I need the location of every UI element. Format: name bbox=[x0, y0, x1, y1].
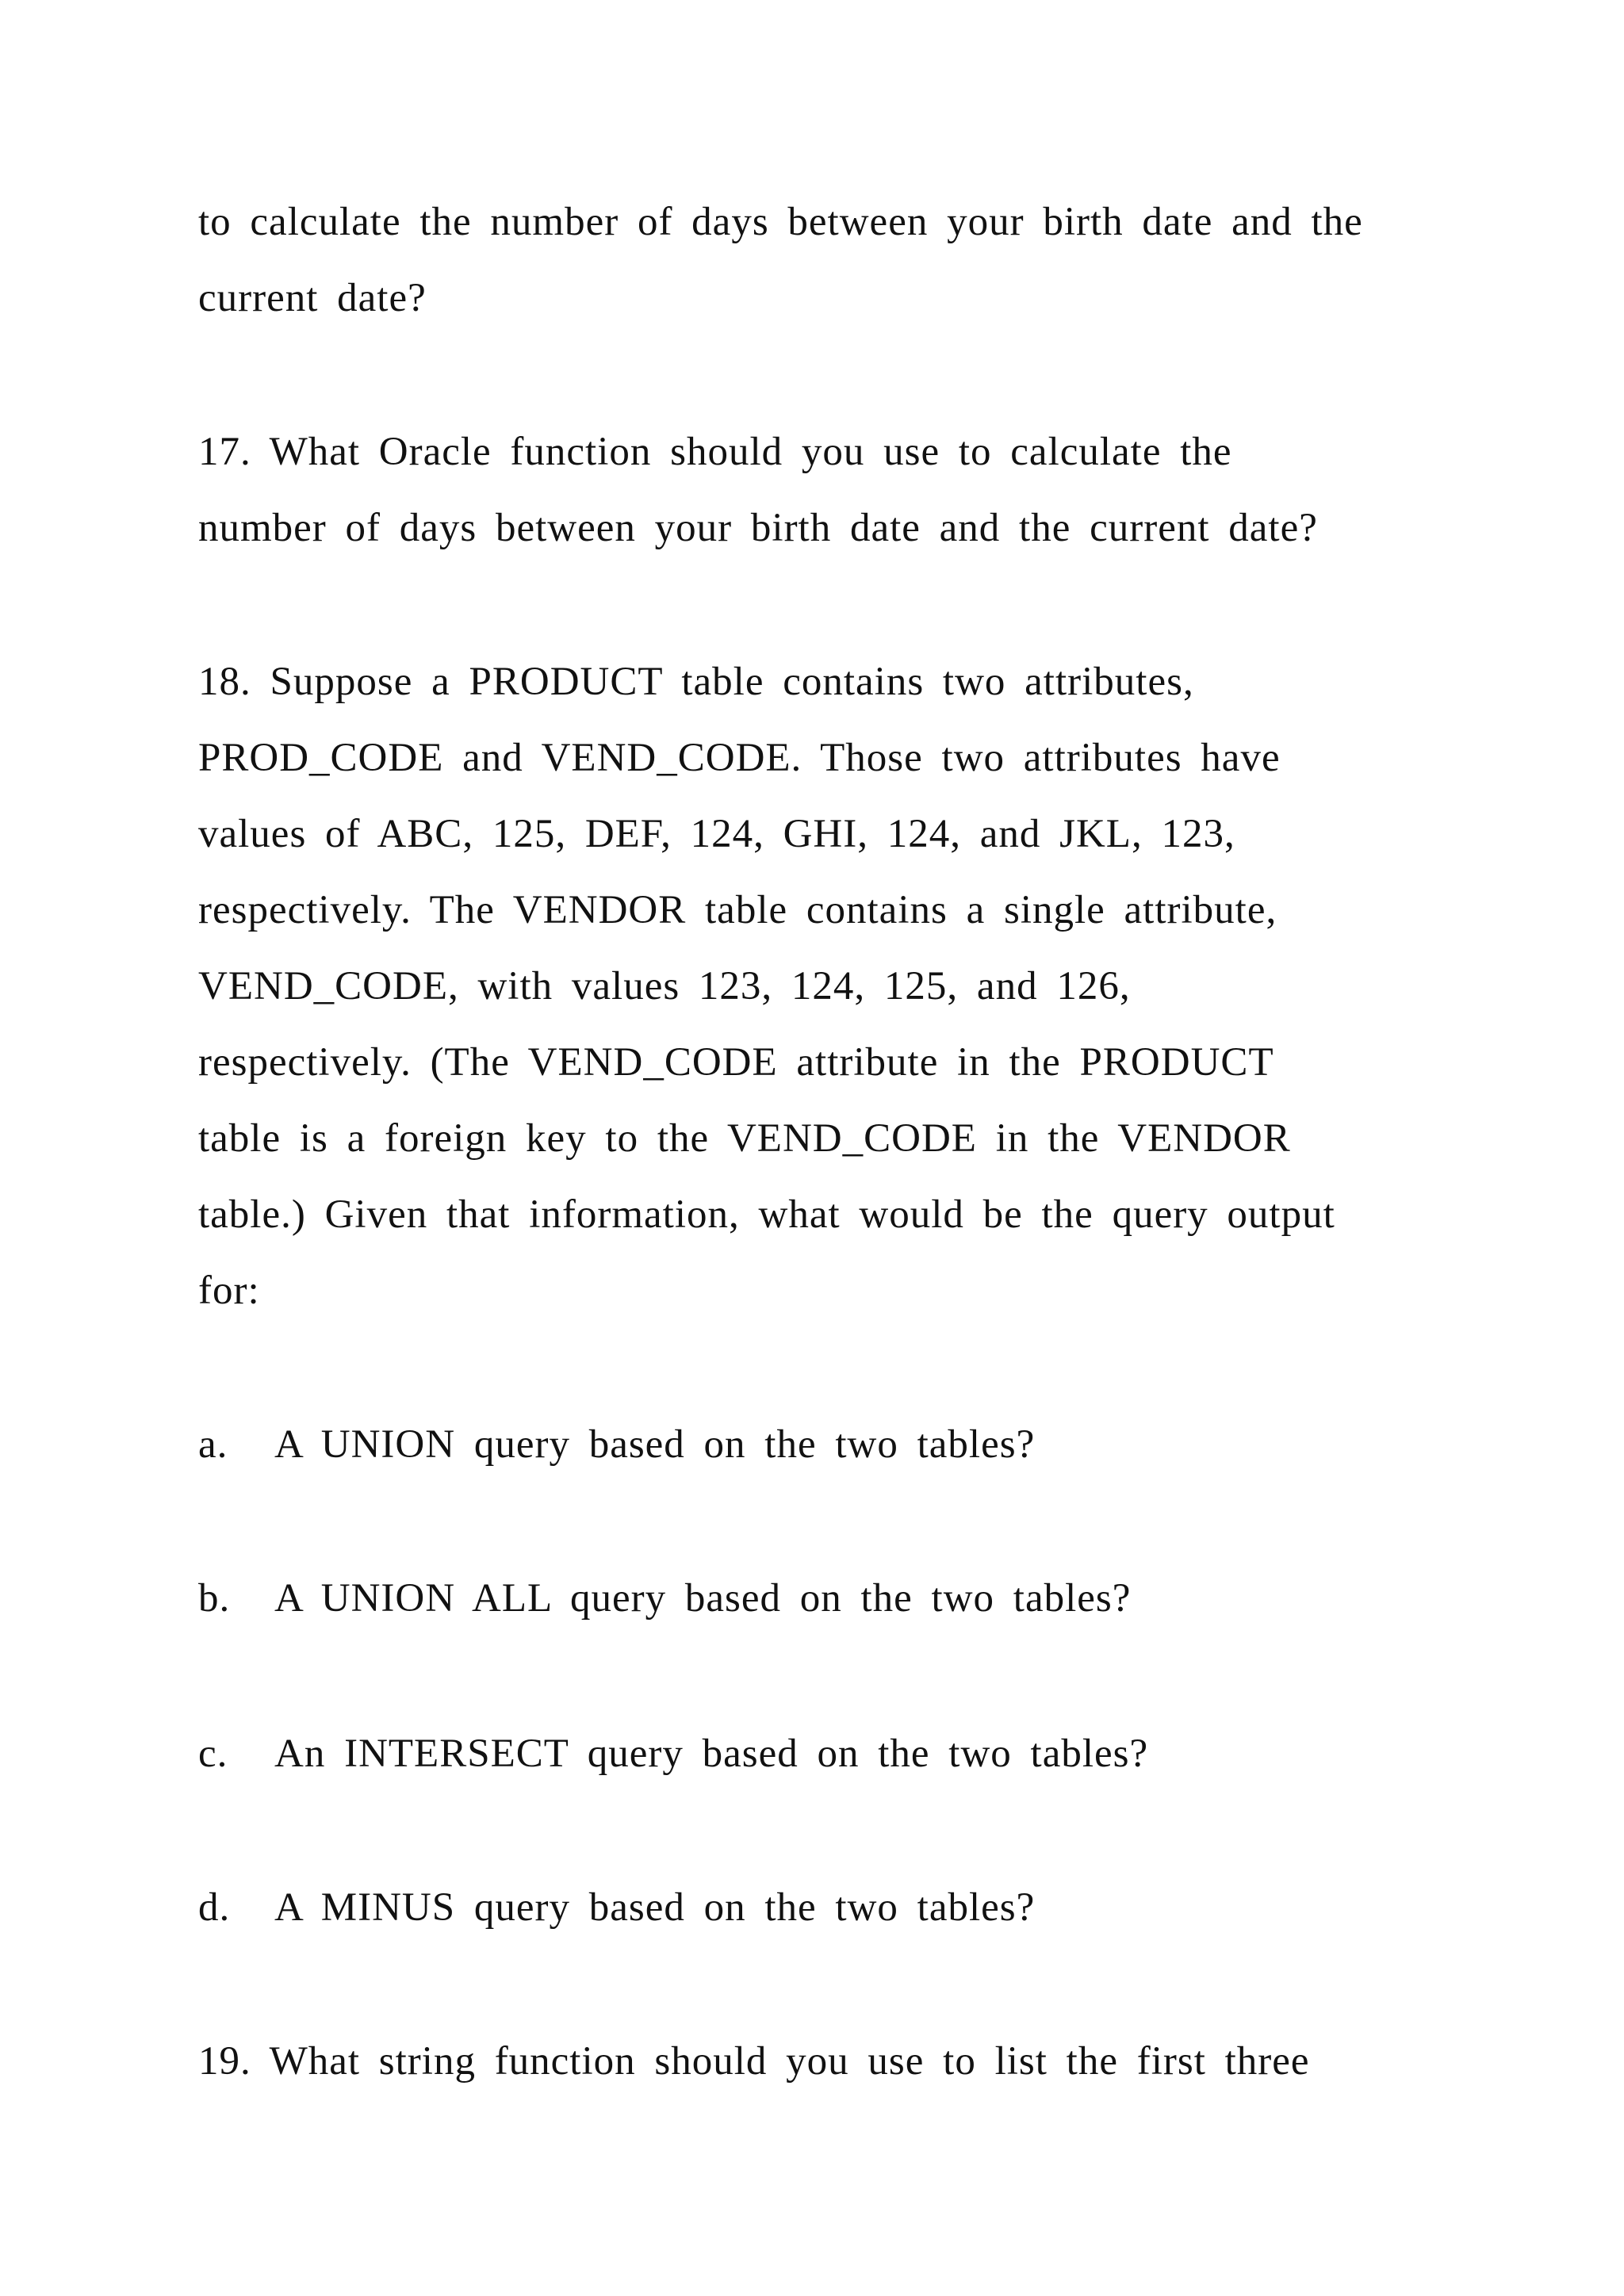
text-line: values of ABC, 125, DEF, 124, GHI, 124, and JKL, 123, bbox=[198, 812, 1235, 856]
text-line: 19. What string function should you use to list the first three bbox=[198, 2039, 1310, 2084]
text-line: PROD_CODE and VEND_CODE. Those two attributes have bbox=[198, 736, 1281, 780]
option-text: A UNION query based on the two tables? bbox=[274, 1422, 1036, 1467]
text-line: respectively. The VENDOR table contains a single attribute, bbox=[198, 888, 1277, 932]
text-line: to calculate the number of days between your birth date and the bbox=[198, 200, 1363, 244]
option-marker: c. bbox=[198, 1732, 228, 1776]
text-line: table is a foreign key to the VEND_CODE in the VENDOR bbox=[198, 1116, 1291, 1161]
option-text: A MINUS query based on the two tables? bbox=[274, 1885, 1036, 1930]
option-c bbox=[198, 1730, 1148, 1777]
option-text: A UNION ALL query based on the two tables? bbox=[274, 1576, 1132, 1621]
text-line: for: bbox=[198, 1269, 260, 1313]
text-line: respectively. (The VEND_CODE attribute in the PRODUCT bbox=[198, 1040, 1274, 1085]
text-line: VEND_CODE, with values 123, 124, 125, and 126, bbox=[198, 964, 1131, 1008]
text-line: current date? bbox=[198, 276, 427, 320]
option-marker: d. bbox=[198, 1885, 231, 1930]
text-line: 17. What Oracle function should you use to calculate the bbox=[198, 430, 1232, 474]
option-d bbox=[198, 1884, 1035, 1931]
option-marker: a. bbox=[198, 1422, 228, 1467]
text-line: 18. Suppose a PRODUCT table contains two attributes, bbox=[198, 660, 1194, 704]
option-b bbox=[198, 1575, 1131, 1622]
option-text: An INTERSECT query based on the two tables? bbox=[274, 1732, 1149, 1776]
text-line: table.) Given that information, what would be the query output bbox=[198, 1192, 1335, 1237]
text-line: number of days between your birth date and the current date? bbox=[198, 506, 1318, 550]
option-marker: b. bbox=[198, 1576, 231, 1621]
option-a bbox=[198, 1421, 1035, 1468]
